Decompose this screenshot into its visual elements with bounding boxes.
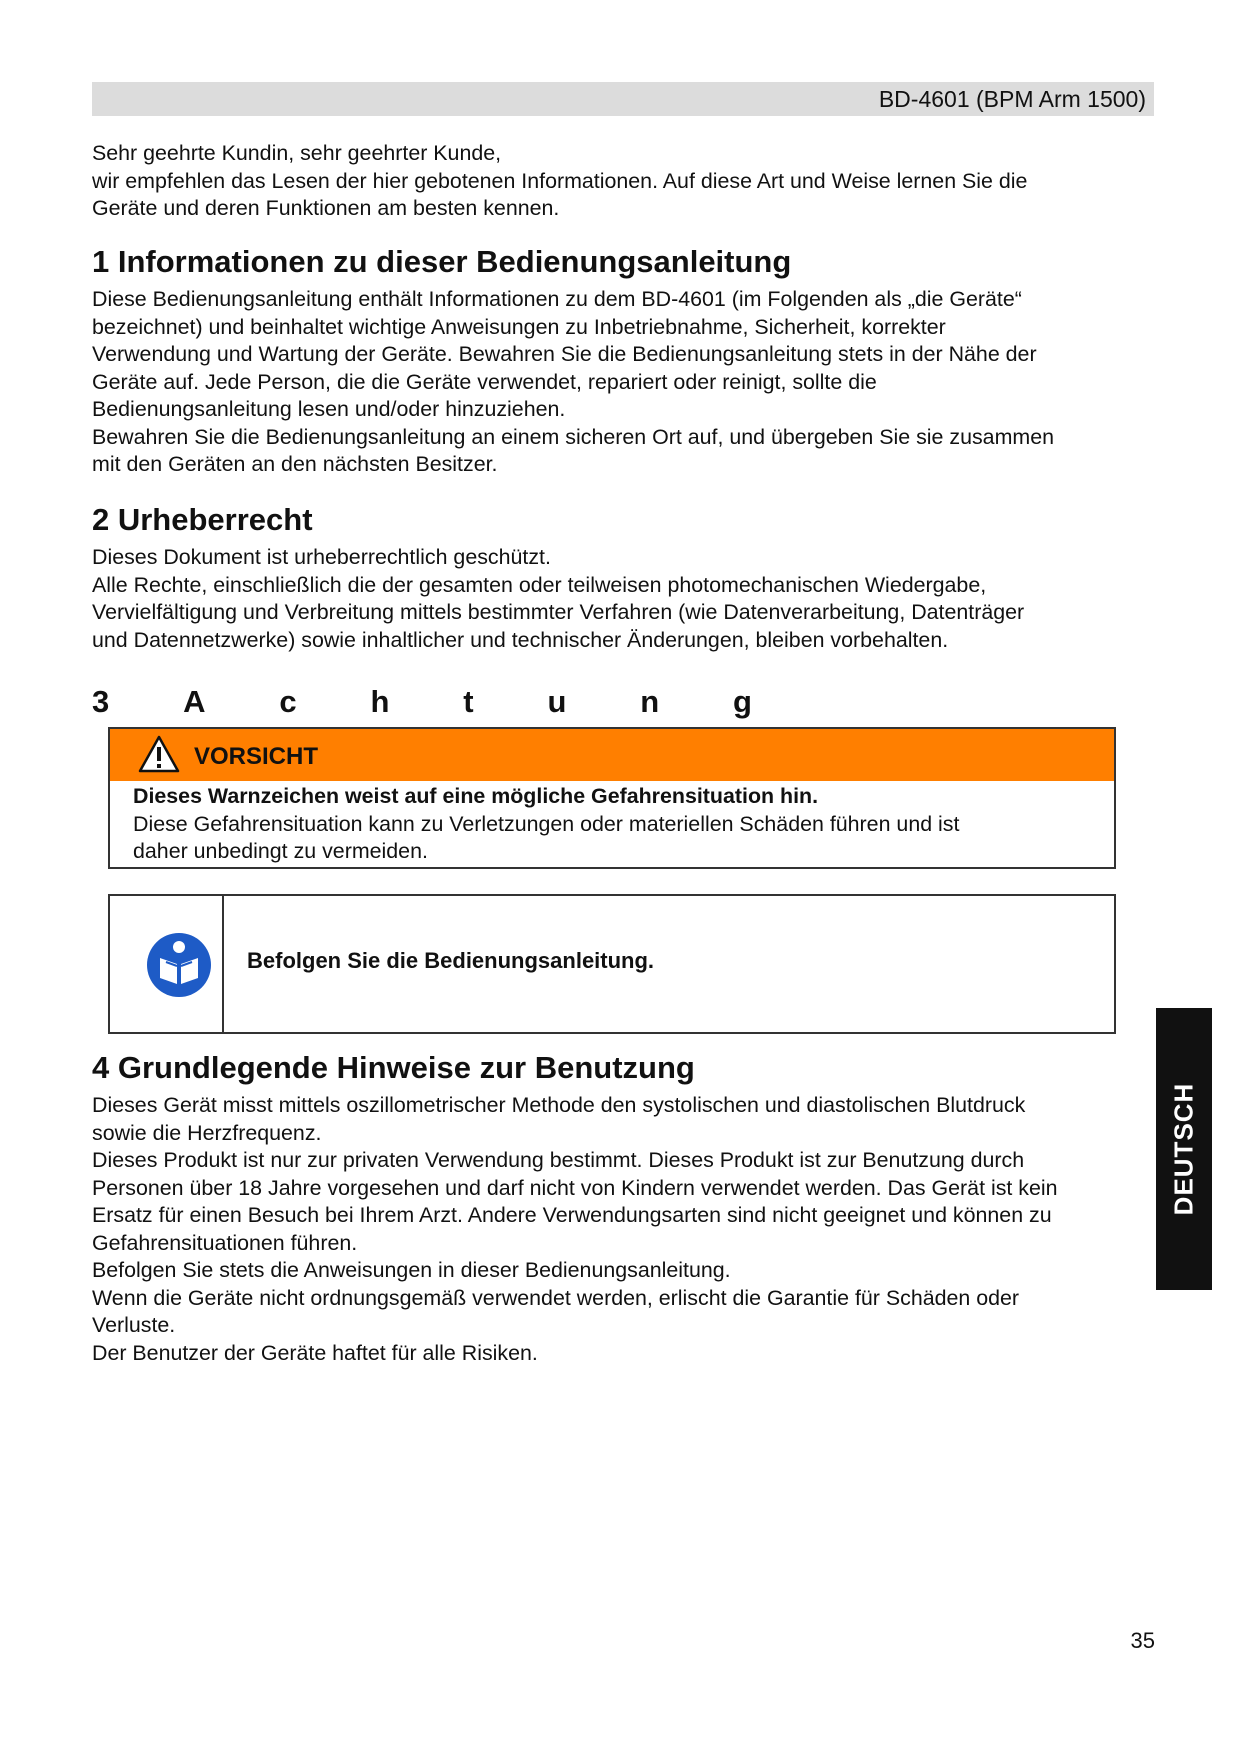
language-tab: [1156, 1008, 1212, 1290]
section-4-line: sowie die Herzfrequenz.: [92, 1120, 322, 1145]
section-1-line: bezeichnet) und beinhaltet wichtige Anweisungen zu Inbetriebnahme, Sicherheit, korrekter: [92, 314, 946, 339]
warning-header: [110, 729, 1114, 781]
section-4-line: Wenn die Geräte nicht ordnungsgemäß verwendet werden, erlischt die Garantie für Schäden oder: [92, 1285, 1020, 1310]
warning-line: daher unbedingt zu vermeiden.: [133, 839, 428, 863]
section-4-line: Personen über 18 Jahre vorgesehen und darf nicht von Kindern verwendet werden. Das Gerät ist kein: [92, 1175, 1058, 1200]
section-1-line: mit den Geräten an den nächsten Besitzer.: [92, 452, 498, 476]
section-2-line: Dieses Dokument ist urheberrechtlich geschützt.: [92, 545, 551, 569]
section-1-line: Geräte auf. Jede Person, die die Geräte verwendet, repariert oder reinigt, sollte die: [92, 369, 877, 394]
instruction-divider: [222, 896, 224, 1032]
instruction-text: Befolgen Sie die Bedienungsanleitung.: [247, 948, 655, 973]
language-tab-label: DEUTSCH: [1168, 1082, 1199, 1216]
section-4-heading: 4 Grundlegende Hinweise zur Benutzung: [92, 1050, 695, 1085]
instruction-box: [108, 894, 1116, 1034]
section-3-heading-char: u: [547, 684, 567, 719]
read-manual-icon: [146, 932, 212, 998]
section-1-heading: 1 Informationen zu dieser Bedienungsanleitung: [92, 244, 792, 279]
intro-line: Geräte und deren Funktionen am besten kennen.: [92, 196, 560, 220]
section-4-line: Dieses Gerät misst mittels oszillometrischer Methode den systolischen und diastolischen Blutdruck: [92, 1093, 1026, 1117]
warning-title: Dieses Warnzeichen weist auf eine mögliche Gefahrensituation hin.: [133, 784, 819, 808]
section-2-line: und Datennetzwerke) sowie inhaltlicher und technischer Änderungen, bleiben vorbehalten.: [92, 627, 949, 652]
section-4-line: Der Benutzer der Geräte haftet für alle Risiken.: [92, 1340, 538, 1365]
warning-label: VORSICHT: [194, 743, 319, 770]
section-4-line: Ersatz für einen Besuch bei Ihrem Arzt. Andere Verwendungsarten sind nicht geeignet und können zu: [92, 1203, 1052, 1227]
section-2: [92, 502, 1154, 654]
warning-body: [133, 783, 1093, 866]
section-3-heading: [92, 684, 752, 720]
section-4-line: Befolgen Sie stets die Anweisungen in dieser Bedienungsanleitung.: [92, 1258, 731, 1282]
section-3-heading-char: n: [640, 684, 660, 719]
intro-line: Sehr geehrte Kundin, sehr geehrter Kunde,: [92, 141, 502, 165]
section-4: [92, 1050, 1154, 1367]
header-bar: [92, 82, 1154, 116]
section-1-line: Diese Bedienungsanleitung enthält Informationen zu dem BD-4601 (im Folgenden als „die Geräte“: [92, 287, 1022, 311]
section-2-heading: 2 Urheberrecht: [92, 502, 313, 537]
section-1-line: Verwendung und Wartung der Geräte. Bewahren Sie die Bedienungsanleitung stets in der Nähe der: [92, 342, 1037, 366]
section-3-heading-char: c: [279, 684, 297, 719]
section-3-heading-char: t: [463, 684, 474, 719]
section-4-line: Dieses Produkt ist nur zur privaten Verwendung bestimmt. Dieses Produkt ist zur Benutzung durch: [92, 1148, 1025, 1172]
section-4-line: Verluste.: [92, 1313, 176, 1337]
section-3-heading-char: h: [370, 684, 390, 719]
section-3-heading-char: g: [733, 684, 752, 719]
warning-box: [108, 727, 1116, 869]
warning-triangle-icon: [138, 735, 180, 773]
header-title: BD-4601 (BPM Arm 1500): [878, 86, 1146, 112]
intro-line: wir empfehlen das Lesen der hier gebotenen Informationen. Auf diese Art und Weise lernen Sie die: [92, 168, 1028, 193]
section-1-line: Bedienungsanleitung lesen und/oder hinzuziehen.: [92, 397, 566, 421]
section-1-line: Bewahren Sie die Bedienungsanleitung an einem sicheren Ort auf, und übergeben Sie sie zusammen: [92, 424, 1055, 449]
section-2-line: Alle Rechte, einschließlich die der gesamten oder teilweisen photomechanischen Wiedergabe,: [92, 572, 987, 597]
warning-line: Diese Gefahrensituation kann zu Verletzungen oder materiellen Schäden führen und ist: [133, 811, 960, 836]
section-4-line: Gefahrensituationen führen.: [92, 1230, 358, 1255]
intro-paragraph: [92, 140, 1027, 223]
page-number: 35: [1130, 1628, 1155, 1653]
section-3-heading-char: 3: [92, 684, 110, 719]
section-3-heading-char: A: [183, 684, 206, 719]
section-1: [92, 244, 1154, 479]
section-2-line: Vervielfältigung und Verbreitung mittels bestimmter Verfahren (wie Datenverarbeitung, Datenträger: [92, 600, 1025, 624]
